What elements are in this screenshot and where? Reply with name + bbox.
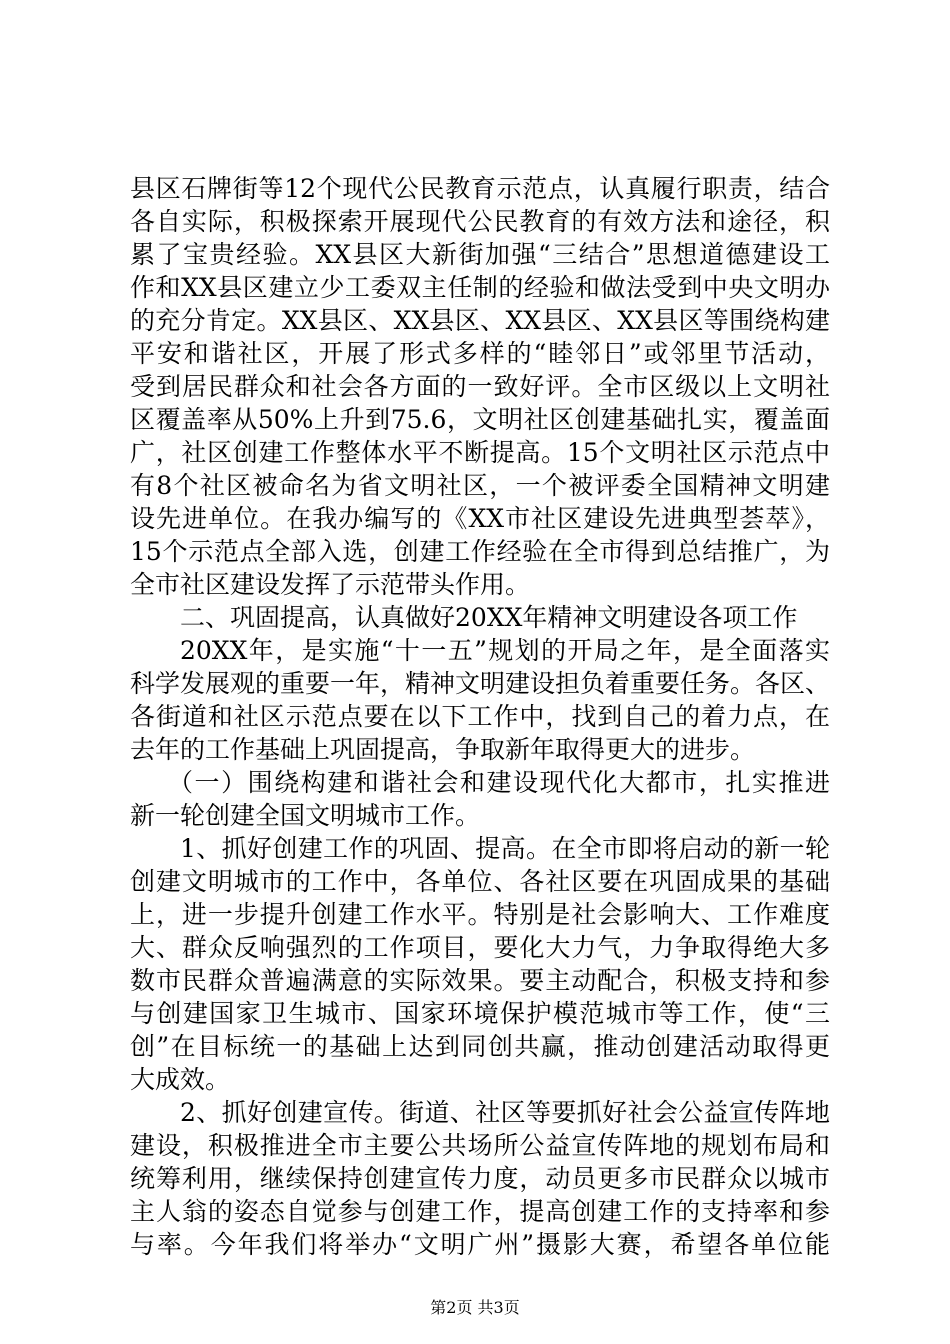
text-line: 有8个社区被命名为省文明社区，一个被评委全国精神文明建 <box>130 471 830 500</box>
text-line: 科学发展观的重要一年，精神文明建设担负着重要任务。各区、 <box>130 669 830 698</box>
text-line: 大成效。 <box>130 1065 231 1094</box>
text-line: 广，社区创建工作整体水平不断提高。15个文明社区示范点中 <box>130 438 830 467</box>
text-line: 县区石牌街等12个现代公民教育示范点，认真履行职责，结合 <box>130 174 830 203</box>
section-heading: 二、巩固提高，认真做好20XX年精神文明建设各项工作 <box>180 603 798 632</box>
text-line: 设先进单位。在我办编写的《XX市社区建设先进典型荟萃》， <box>130 504 830 533</box>
text-line: 主人翁的姿态自觉参与创建工作，提高创建工作的支持率和参 <box>130 1197 830 1226</box>
text-line: 数市民群众普遍满意的实际效果。要主动配合，积极支持和参 <box>130 966 830 995</box>
text-line: 统筹利用，继续保持创建宣传力度，动员更多市民群众以城市 <box>130 1164 830 1193</box>
text-line: 的充分肯定。XX县区、XX县区、XX县区、XX县区等围绕构建 <box>130 306 830 335</box>
text-line: 累了宝贵经验。XX县区大新街加强“三结合”思想道德建设工 <box>130 240 830 269</box>
text-line: 各街道和社区示范点要在以下工作中，找到自己的着力点，在 <box>130 702 830 731</box>
subsection-heading: （一）围绕构建和谐社会和建设现代化大都市，扎实推进 <box>168 768 830 797</box>
text-line: 创”在目标统一的基础上达到同创共赢，推动创建活动取得更 <box>130 1032 830 1061</box>
text-line: 全市社区建设发挥了示范带头作用。 <box>130 570 531 599</box>
text-line: 去年的工作基础上巩固提高，争取新年取得更大的进步。 <box>130 735 756 764</box>
text-line: 与率。今年我们将举办“文明广州”摄影大赛，希望各单位能 <box>130 1230 830 1259</box>
text-line: 20XX年，是实施“十一五”规划的开局之年，是全面落实 <box>180 636 830 665</box>
text-line: 2、抓好创建宣传。街道、社区等要抓好社会公益宣传阵地 <box>180 1098 830 1127</box>
text-line: 1、抓好创建工作的巩固、提高。在全市即将启动的新一轮 <box>180 834 830 863</box>
document-body <box>130 172 830 1261</box>
text-line: 15个示范点全部入选，创建工作经验在全市得到总结推广，为 <box>130 537 830 566</box>
text-line: 与创建国家卫生城市、国家环境保护模范城市等工作，使“三 <box>130 999 830 1028</box>
text-line: 上，进一步提升创建工作水平。特别是社会影响大、工作难度 <box>130 900 830 929</box>
text-line: 平安和谐社区，开展了形式多样的“睦邻日”或邻里节活动， <box>130 339 830 368</box>
text-line: 新一轮创建全国文明城市工作。 <box>130 801 481 830</box>
text-line: 作和XX县区建立少工委双主任制的经验和做法受到中央文明办 <box>130 273 830 302</box>
text-line: 大、群众反响强烈的工作项目，要化大力气，力争取得绝大多 <box>130 933 830 962</box>
text-line: 受到居民群众和社会各方面的一致好评。全市区级以上文明社 <box>130 372 830 401</box>
text-line: 建设，积极推进全市主要公共场所公益宣传阵地的规划布局和 <box>130 1131 830 1160</box>
text-line: 创建文明城市的工作中，各单位、各社区要在巩固成果的基础 <box>130 867 830 896</box>
text-line: 区覆盖率从50%上升到75.6，文明社区创建基础扎实，覆盖面 <box>130 405 830 434</box>
page-number-footer: 第2页 共3页 <box>430 1298 520 1317</box>
text-line: 各自实际，积极探索开展现代公民教育的有效方法和途径，积 <box>130 207 830 236</box>
